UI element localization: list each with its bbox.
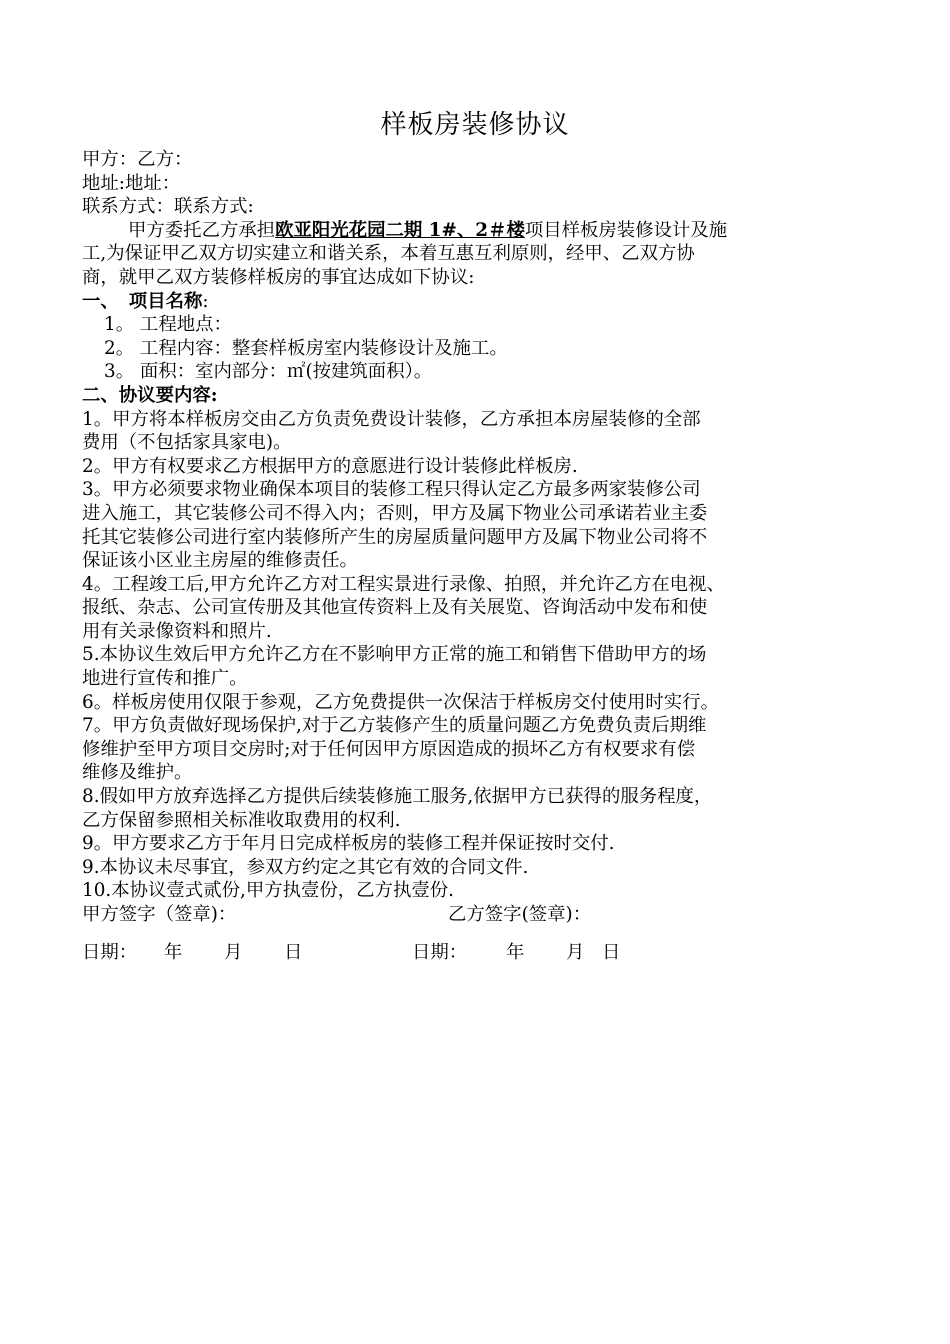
section-2-line: 保证该小区业主房屋的维修责任。 (82, 550, 358, 572)
section-2-line: 用有关录像资料和照片. (82, 620, 272, 642)
section-2-line: 9。甲方要求乙方于年月日完成样板房的装修工程并保证按时交付. (82, 833, 615, 855)
section-1-colon: : (202, 290, 209, 312)
parties-line-1: 甲方：乙方： (82, 149, 193, 170)
section-2-line: 4。工程竣工后,甲方允许乙方对工程实景进行录像、拍照，并允许乙方在电视、 (82, 573, 725, 595)
section-2-line: 进入施工，其它装修公司不得入内；否则，甲方及属下物业公司承诺若业主委 (82, 502, 708, 524)
section-2-line: 7。甲方负责做好现场保护,对于乙方装修产生的质量问题乙方免费负责后期维 (82, 715, 707, 737)
section-2-heading: 二、协议要内容: (82, 384, 218, 406)
section-2-line: 9.本协议未尽事宜，参双方约定之其它有效的合同文件. (82, 856, 529, 878)
section-2-line: 报纸、杂志、公司宣传册及其他宣传资料上及有关展览、咨询活动中发布和使 (82, 597, 708, 619)
section-2-line: 托其它装修公司进行室内装修所产生的房屋质量问题甲方及属下物业公司将不 (82, 526, 708, 548)
document-title: 样板房装修协议 (380, 110, 570, 140)
section-2-line: 6。样板房使用仅限于参观，乙方免费提供一次保洁于样板房交付使用时实行。 (82, 691, 719, 713)
section-2-line: 地进行宣传和推广。 (82, 668, 248, 690)
parties-line-2: 地址:地址： (82, 172, 181, 194)
section-2-line: 修维护至甲方项目交房时;对于任何因甲方原因造成的损坏乙方有权要求有偿 (82, 738, 696, 760)
section-2-line: 乙方保留参照相关标准收取费用的权利. (82, 809, 401, 831)
section-2-line: 1。甲方将本样板房交由乙方负责免费设计装修，乙方承担本房屋装修的全部 (82, 408, 701, 430)
section-2-line: 10.本协议壹式贰份,甲方执壹份，乙方执壹份. (82, 880, 454, 902)
section-1-item: 2。 工程内容：整套样板房室内装修设计及施工。 (104, 337, 508, 359)
intro-line-3: 商，就甲乙双方装修样板房的事宜达成如下协议: (82, 266, 475, 288)
project-name: 欧亚阳光花园二期 1#、2＃楼 (275, 219, 525, 241)
section-1-heading (82, 290, 872, 314)
section-2-line: 费用（不包括家具家电)。 (82, 432, 292, 454)
parties-line-3: 联系方式：联系方式: (82, 196, 254, 218)
intro-line-1 (82, 219, 872, 243)
party-b-date-month: 月 (566, 942, 585, 963)
intro-line-2: 工,为保证甲乙双方切实建立和谐关系，本着互惠互利原则，经甲、乙双方协 (82, 243, 695, 265)
document-body (82, 148, 872, 965)
section-2-line: 8.假如甲方放弃选择乙方提供后续装修施工服务,依据甲方已获得的服务程度， (82, 786, 713, 808)
party-a-date-label: 日期： (82, 942, 138, 963)
section-1-number: 一、 (82, 290, 119, 312)
party-a-date-month: 月 (224, 942, 243, 963)
section-1-item: 1。 工程地点： (104, 314, 232, 336)
intro-suffix: 项目样板房装修设计及施 (524, 219, 728, 241)
party-a-date-day: 日 (284, 942, 303, 963)
section-2-line: 3。甲方必须要求物业确保本项目的装修工程只得认定乙方最多两家装修公司 (82, 479, 701, 501)
section-1-item: 3。 面积：室内部分：㎡(按建筑面积）。 (104, 361, 433, 383)
signature-row (82, 903, 872, 927)
party-b-date-label: 日期： (412, 942, 468, 963)
section-2-line: 2。甲方有权要求乙方根据甲方的意愿进行设计装修此样板房. (82, 455, 578, 477)
party-b-signature-label: 乙方签字(签章)： (448, 904, 592, 925)
party-a-date-year: 年 (164, 942, 183, 963)
date-row (82, 941, 872, 965)
section-2-line: 5.本协议生效后甲方允许乙方在不影响甲方正常的施工和销售下借助甲方的场 (82, 644, 707, 666)
party-b-date-day: 日 (602, 942, 621, 963)
section-1-title: 项目名称 (128, 290, 203, 312)
party-a-signature-label: 甲方签字（签章)： (82, 904, 237, 925)
party-b-date-year: 年 (506, 942, 525, 963)
intro-prefix: 甲方委托乙方承担 (128, 219, 276, 241)
section-2-line: 维修及维护。 (82, 762, 193, 784)
